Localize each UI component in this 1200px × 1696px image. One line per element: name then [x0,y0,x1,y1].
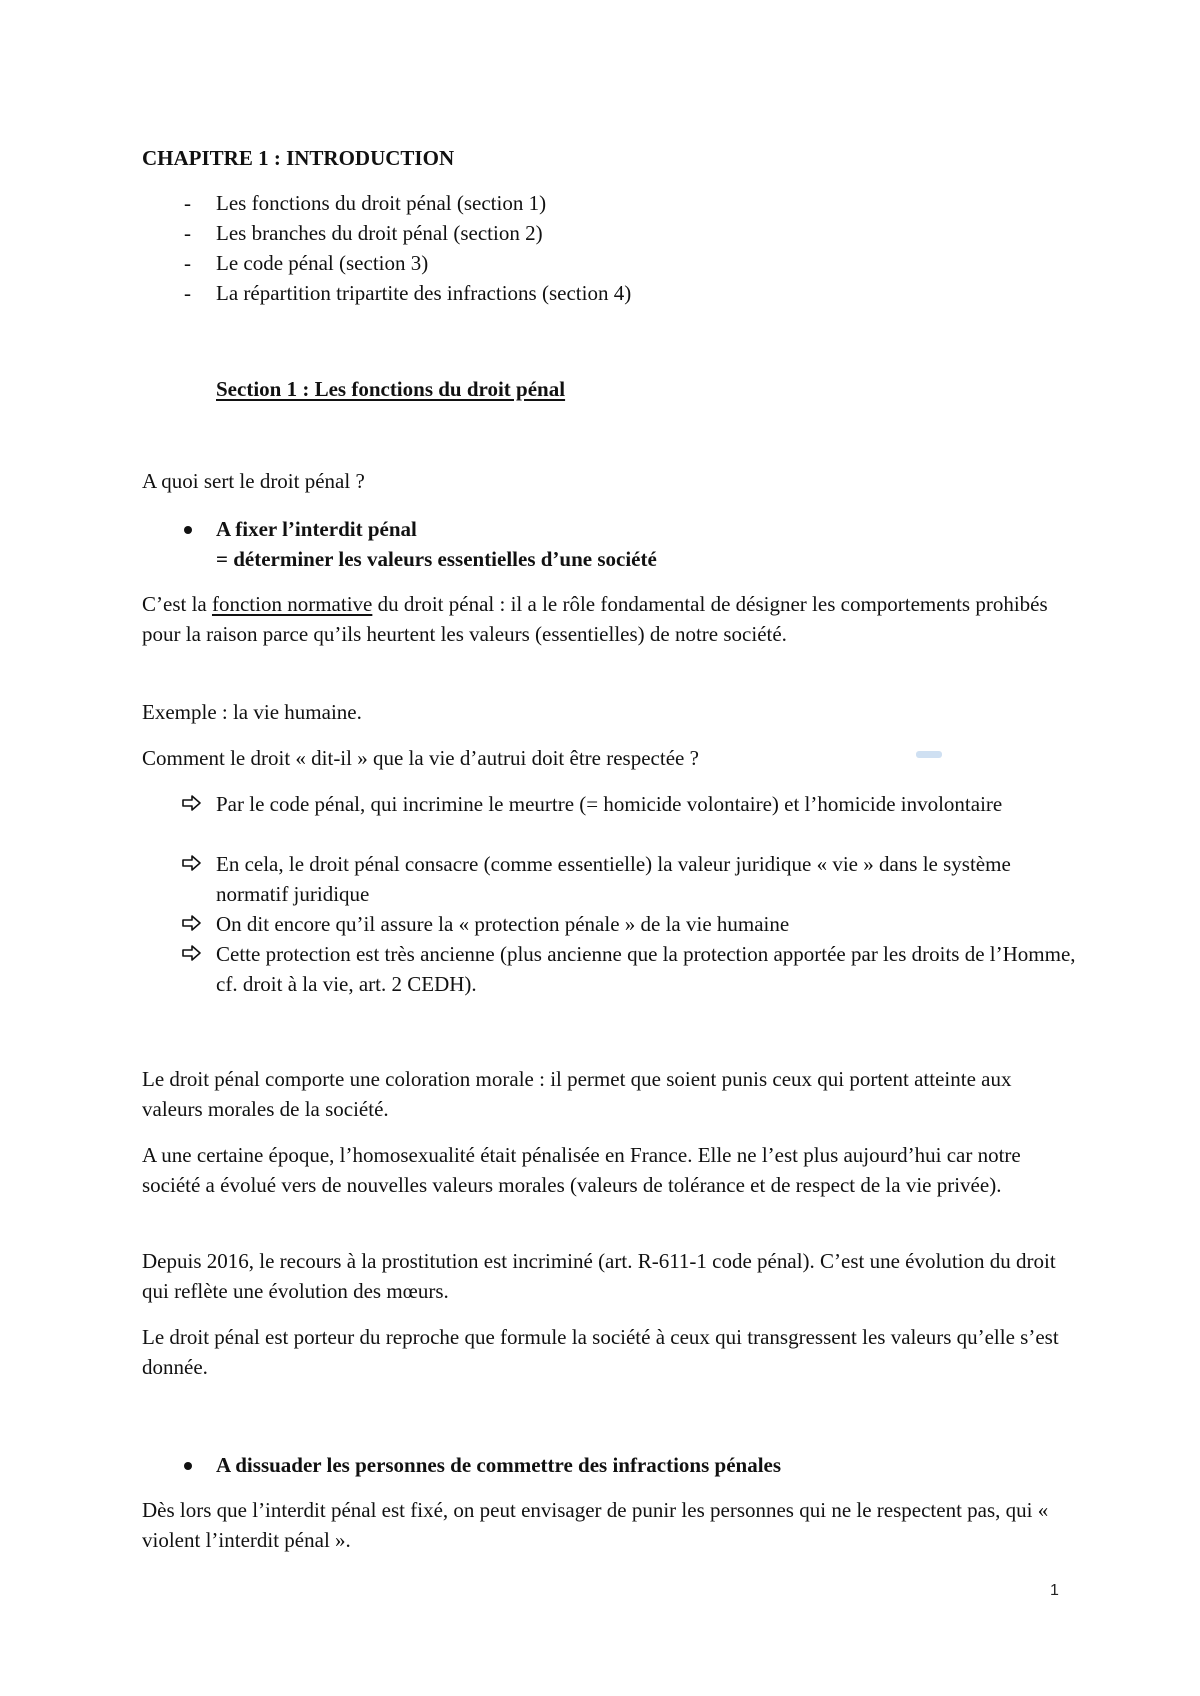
outline-item-text: Le code pénal (section 3) [216,251,429,275]
example-text: Exemple : la vie humaine. [142,700,362,724]
body-paragraph: Le droit pénal est porteur du reproche que formule la société à ceux qui transgressent les valeurs qu’elle s’est donnée. [142,1325,1059,1379]
arrow-item-text: Cette protection est très ancienne (plus ancienne que la protection apportée par les droits de l’Homme, cf. droit à la vie, art. 2 CEDH). [216,942,1076,996]
bullet-title: A dissuader les personnes de commettre des infractions pénales [216,1453,782,1477]
section-heading: Section 1 : Les fonctions du droit pénal [216,377,566,401]
body-paragraph: Depuis 2016, le recours à la prostitution est incriminé (art. R-611-1 code pénal). C’est une évolution du droit qui reflète une évolution des mœurs. [142,1249,1056,1303]
arrow-item-text: En cela, le droit pénal consacre (comme essentielle) la valeur juridique « vie » dans le système normatif juridique [216,852,1011,906]
right-arrow-icon [180,789,204,819]
right-arrow-icon [180,849,204,879]
page-number: 1 [1050,1582,1059,1599]
chapter-title: CHAPITRE 1 : INTRODUCTION [142,146,455,170]
outline-item-text: La répartition tripartite des infractions (section 4) [216,281,632,305]
dash-marker: - [184,191,191,215]
bullet-dot-icon [184,526,192,534]
bullet-subtitle: = déterminer les valeurs essentielles d’une société [216,547,657,571]
faint-highlight-mark [916,751,942,758]
dash-marker: - [184,281,191,305]
dash-marker: - [184,221,191,245]
comment-question: Comment le droit « dit-il » que la vie d’autrui doit être respectée ? [142,746,699,770]
dash-marker: - [184,251,191,275]
right-arrow-icon [180,939,204,969]
arrow-item-text: Par le code pénal, qui incrimine le meurtre (= homicide volontaire) et l’homicide involontaire [216,792,1003,816]
question-text: A quoi sert le droit pénal ? [142,469,365,493]
arrow-item-text: On dit encore qu’il assure la « protection pénale » de la vie humaine [216,912,790,936]
right-arrow-icon [180,909,204,939]
body-paragraph: A une certaine époque, l’homosexualité était pénalisée en France. Elle ne l’est plus aujourd’hui car notre société a évolué vers de nouvelles valeurs morales (valeurs de tolérance et de respect de la vie privée). [142,1143,1021,1197]
normative-text-after: du droit pénal : il a le rôle fondamental de désigner les comportements prohibés pour la raison parce qu’ils heurtent les valeurs (essentielles) de notre société. [142,592,1048,646]
bullet-title: A fixer l’interdit pénal [216,517,417,541]
normative-function-term: fonction normative [211,592,373,616]
bullet-dot-icon [184,1462,192,1470]
body-paragraph: Le droit pénal comporte une coloration morale : il permet que soient punis ceux qui portent atteinte aux valeurs morales de la société. [142,1067,1012,1121]
normative-paragraph [142,589,1072,649]
outline-item-text: Les fonctions du droit pénal (section 1) [216,191,547,215]
normative-text-before: C’est la [142,592,212,616]
final-paragraph: Dès lors que l’interdit pénal est fixé, on peut envisager de punir les personnes qui ne le respectent pas, qui « violent l’interdit pénal ». [142,1498,1049,1552]
outline-item-text: Les branches du droit pénal (section 2) [216,221,543,245]
